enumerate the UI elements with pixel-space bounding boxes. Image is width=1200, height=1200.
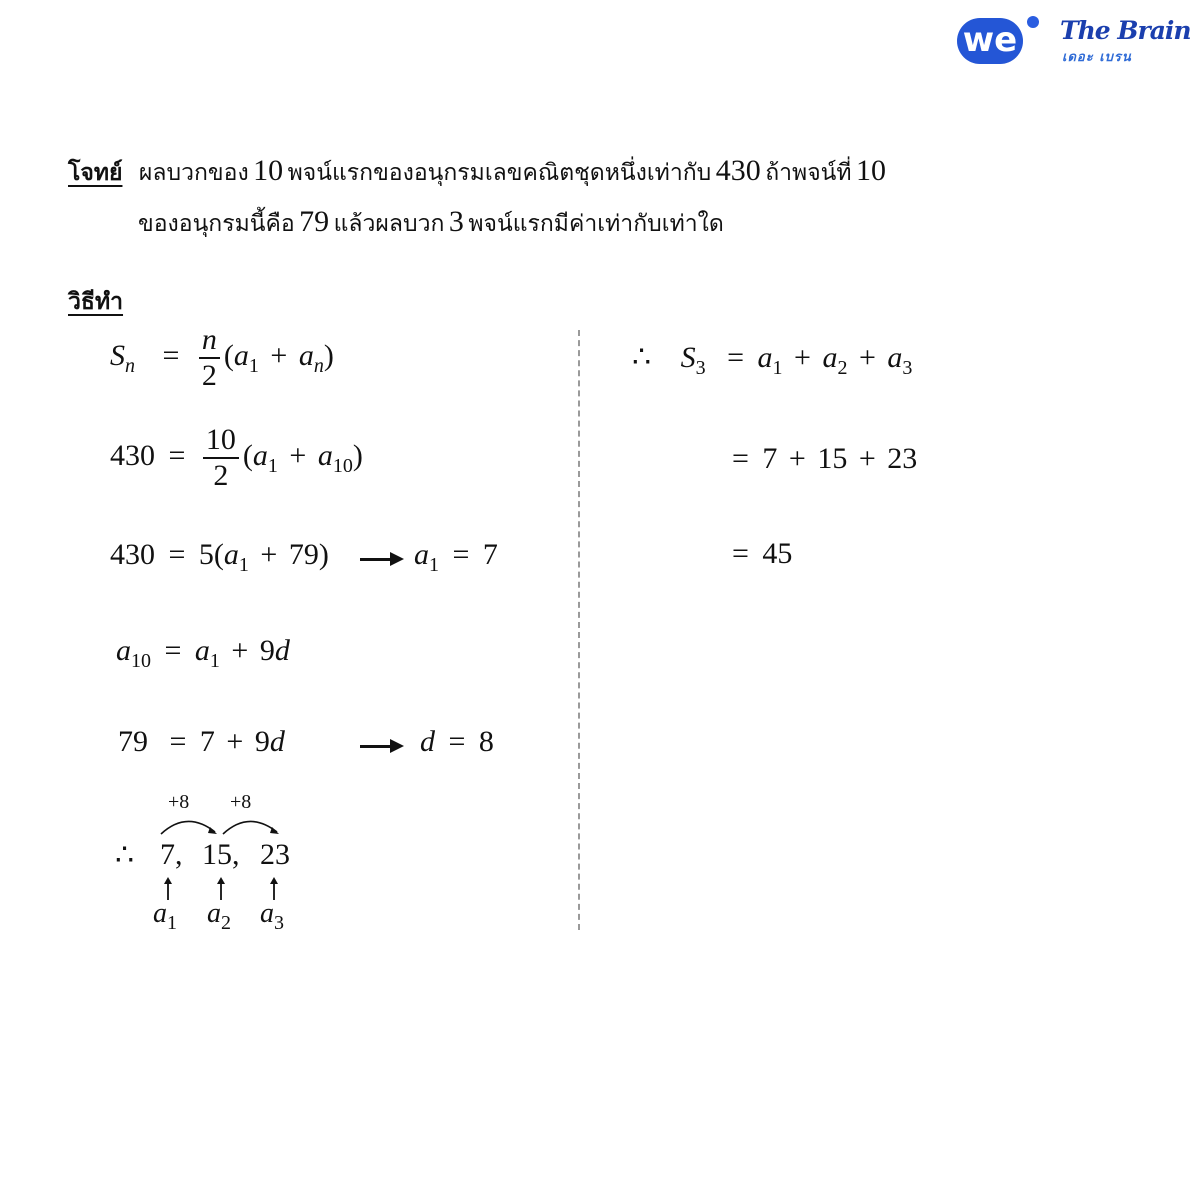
equation-substitute: 430 = $\frac{10}{2}$ $(a_1 + a_{10})$ xyxy=(110,423,363,492)
problem-text: แล้วผลบวก xyxy=(333,211,445,237)
equation-sum-formula: $S_n$ = $\frac{n}{2}$ $(a_1 + a_n)$ xyxy=(110,323,334,392)
equation-solve-d: 79 = 7 + 9d xyxy=(118,725,285,758)
problem-line-1 xyxy=(68,154,886,191)
equation-a10: $a_{10} = a_1 + 9d$ xyxy=(116,634,290,672)
problem-text: ของอนุกรมนี้คือ xyxy=(138,211,295,237)
problem-number: 3 xyxy=(448,205,464,238)
arrow-shaft xyxy=(360,558,394,561)
term-label: $a_2$ xyxy=(207,898,231,934)
problem-number: 10 xyxy=(253,154,284,187)
problem-line-2 xyxy=(138,205,724,242)
sequence-term: 23 xyxy=(260,838,290,871)
difference-label: +8 xyxy=(230,791,252,813)
therefore-symbol: ∴ xyxy=(115,839,135,872)
arrow-right-icon xyxy=(390,551,406,567)
problem-text: พจน์แรกมีค่าเท่ากับเท่าใด xyxy=(468,211,724,237)
problem-text: พจน์แรกของอนุกรมเลขคณิตชุดหนึ่งเท่ากับ xyxy=(287,160,712,186)
problem-number: 10 xyxy=(856,154,887,187)
term-label: $a_1$ xyxy=(153,898,177,934)
equation-s3: ∴ $S_3 = a_1 + a_2 + a_3$ xyxy=(632,341,913,379)
difference-arcs xyxy=(155,812,285,838)
result-d: d = 8 xyxy=(420,725,494,758)
the-brain-logo-thai: เดอะ เบรน xyxy=(1062,50,1132,65)
problem-number: 79 xyxy=(299,205,330,238)
we-logo: we xyxy=(957,18,1023,64)
problem-text: ผลบวกของ xyxy=(138,160,249,186)
term-label: $a_3$ xyxy=(260,898,284,934)
sequence-term: 7, xyxy=(160,838,183,871)
solution-label: วิธีทำ xyxy=(68,289,124,315)
difference-label: +8 xyxy=(168,791,190,813)
problem-label: โจทย์ xyxy=(68,160,123,186)
equation-s3-result: = 45 xyxy=(732,537,793,570)
equation-solve-a1: $430 = 5(a_1 + 79)$ xyxy=(110,538,329,576)
sequence-term: 15, xyxy=(202,838,240,871)
problem-number: 430 xyxy=(715,154,761,187)
column-divider xyxy=(578,330,580,930)
result-a1: $a_1 = 7$ xyxy=(414,538,498,576)
arrow-shaft xyxy=(360,745,394,748)
arrow-right-icon xyxy=(390,738,406,754)
equation-s3-values: = 7 + 15 + 23 xyxy=(732,442,918,475)
problem-text: ถ้าพจน์ที่ xyxy=(765,160,852,186)
the-brain-logo-text: The Brain xyxy=(1060,16,1191,45)
logo-dot xyxy=(1027,16,1039,28)
